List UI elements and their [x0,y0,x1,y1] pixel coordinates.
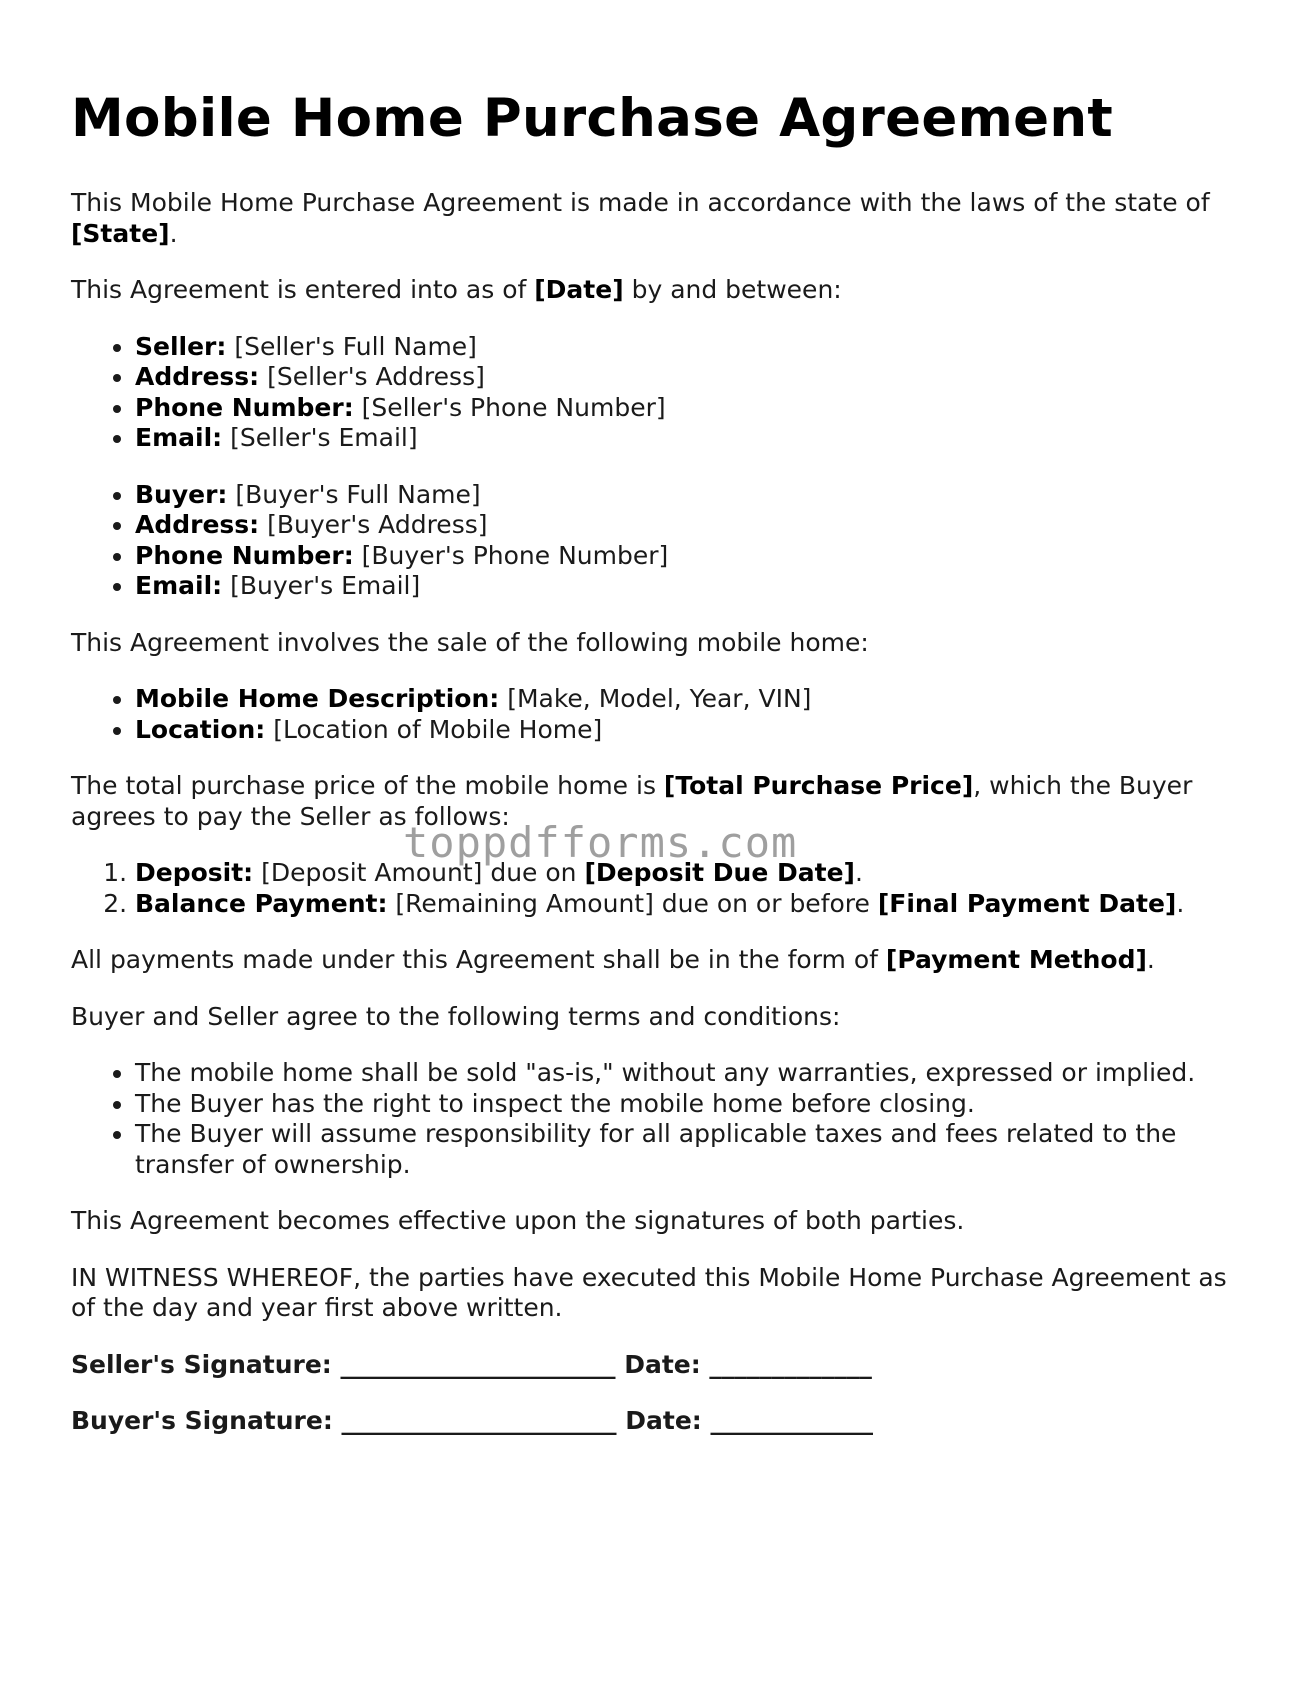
method-paragraph [71,945,1231,976]
home-location-value: [Location of Mobile Home] [265,714,603,744]
witness-paragraph: IN WITNESS WHEREOF, the parties have executed this Mobile Home Purchase Agreement as of the day and year first above written. [71,1262,1227,1322]
seller-phone-label: Phone Number: [135,392,354,422]
price-placeholder: [Total Purchase Price] [663,771,974,800]
seller-address-value: [Seller's Address] [259,362,485,391]
deposit-label: Deposit: [135,858,254,887]
buyer-phone-label: Phone Number: [135,540,354,570]
seller-name-value: [Seller's Full Name] [226,331,477,361]
intro-end: . [169,218,178,248]
buyer-name-label: Buyer: [135,479,228,509]
list-item [135,362,1231,393]
entered-end: by and between: [623,275,842,304]
price-text: The total purchase price of the mobile home is [71,771,664,800]
buyer-address-value: [Buyer's Address] [259,510,488,539]
list-item [135,858,1231,889]
seller-address-label: Address: [135,362,260,391]
list-item: • The mobile home shall be sold "as-is," without any warranties, expressed or implied. [135,1058,1231,1089]
seller-email-label: Email: [135,423,223,452]
price-end: , which the Buyer agrees to pay the Seller as follows: [71,771,1193,831]
list-item [135,541,1231,572]
method-placeholder: [Payment Method] [885,945,1147,974]
home-description-label: Mobile Home Description: [135,684,500,713]
seller-email-value: [Seller's Email] [222,423,418,452]
balance-end: . [1176,888,1185,918]
entered-text: This Agreement is entered into as of [71,275,535,304]
home-description-value: [Make, Model, Year, VIN] [499,684,812,713]
terms-list [71,1058,1231,1180]
method-end: . [1146,945,1155,974]
buyer-signature-line: Buyer's Signature: ______________________ Date: _____________ [71,1406,873,1435]
document-page [71,88,1231,1463]
payment-list [71,858,1231,919]
list-item [135,889,1231,920]
seller-signature-line: Seller's Signature: ______________________ Date: _____________ [71,1349,872,1379]
list-item [135,684,1231,715]
date-placeholder: [Date] [534,275,624,304]
seller-phone-value: [Seller's Phone Number] [353,392,666,422]
balance-label: Balance Payment: [135,888,388,918]
list-item [135,510,1231,541]
buyer-name-value: [Buyer's Full Name] [227,479,481,509]
list-item [135,393,1231,424]
list-item [135,715,1231,746]
seller-list [71,332,1231,454]
watermark: toppdfforms.com [403,818,798,867]
balance-date: [Final Payment Date] [877,888,1177,918]
terms-intro: Buyer and Seller agree to the following terms and conditions: [71,1001,841,1031]
buyer-address-label: Address: [135,510,260,539]
list-item: • The Buyer will assume responsibility for all applicable taxes and fees related to the transfer of ownership. [135,1119,1231,1180]
sale-intro: This Agreement involves the sale of the following mobile home: [71,627,869,657]
home-location-label: Location: [135,714,266,744]
price-paragraph [71,771,1231,832]
intro-paragraph [71,188,1231,249]
list-item: • The Buyer has the right to inspect the mobile home before closing. [135,1089,1231,1120]
home-list [71,684,1231,745]
deposit-value: [Deposit Amount] due on [253,858,585,887]
buyer-email-label: Email: [135,571,223,600]
list-item [135,332,1231,363]
method-text: All payments made under this Agreement shall be in the form of [71,945,886,974]
state-placeholder: [State] [71,218,170,248]
buyer-email-value: [Buyer's Email] [222,571,421,600]
list-item [135,480,1231,511]
entered-paragraph [71,275,1231,306]
balance-value: [Remaining Amount] due on or before [387,888,878,918]
intro-text: This Mobile Home Purchase Agreement is made in accordance with the laws of the state of [71,188,1210,217]
page-title: Mobile Home Purchase Agreement [71,88,1114,149]
buyer-phone-value: [Buyer's Phone Number] [353,540,669,570]
effective-paragraph: This Agreement becomes effective upon the signatures of both parties. [71,1206,965,1235]
deposit-end: . [854,858,863,887]
seller-name-label: Seller: [135,331,227,361]
deposit-date: [Deposit Due Date] [584,858,855,887]
buyer-list [71,480,1231,602]
list-item [135,571,1231,602]
list-item [135,423,1231,454]
